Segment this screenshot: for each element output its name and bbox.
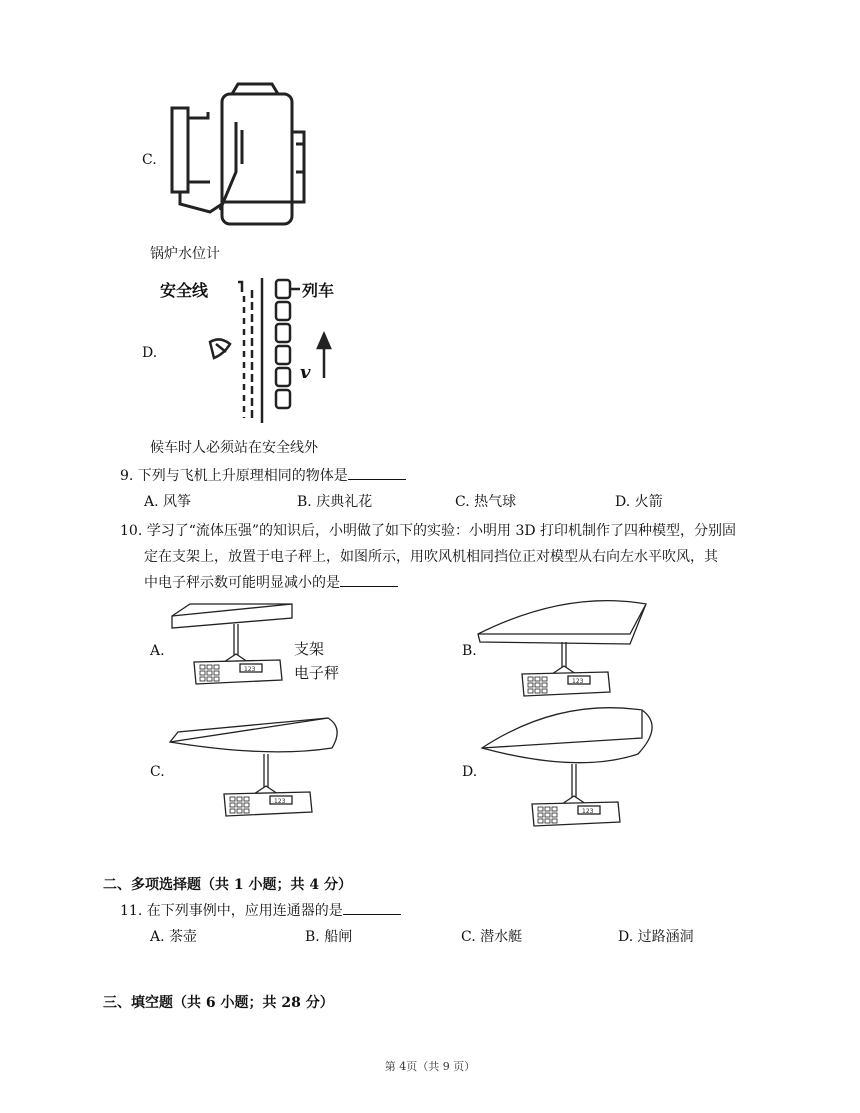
q9-option-d: D. 火箭 [615,494,663,510]
stand-label: 支架 [294,640,325,658]
figure-a-letter: A. [150,643,165,659]
figure-d-letter: D. [462,764,478,780]
boiler-water-gauge-figure [160,82,310,232]
q11-stem-text: 11. 在下列事例中，应用连通器的是 [120,903,343,919]
page-footer: 第 4页（共 9 页） [384,1060,476,1073]
q10-line1: 10. 学习了“流体压强”的知识后，小明做了如下的实验：小明用 3D 打印机制作了四种模型，分别固 [120,523,737,539]
section3-title: 三、填空题（共 6 小题；共 28 分） [103,995,334,1011]
q9-option-a: A. 风筝 [144,494,192,510]
q10-line3-text: 中电子秤示数可能明显减小的是 [144,575,340,591]
option-c-letter: C. [142,152,157,168]
q9-option-c: C. 热气球 [455,494,517,510]
q10-line3 [144,570,398,596]
figure-a-display: 123 [244,666,256,673]
answer-blank[interactable] [348,465,406,480]
section2-title: 二、多项选择题（共 1 小题；共 4 分） [103,877,352,893]
figure-c-display: 123 [274,798,286,805]
safety-line-label: 安全线 [160,281,209,300]
velocity-label: v [300,362,311,383]
q11-option-d: D. 过路涵洞 [618,929,694,945]
figure-c-letter: C. [150,764,165,780]
figure-a-flat-model [168,604,298,688]
answer-blank[interactable] [343,900,401,915]
option-d-caption: 候车时人必须站在安全线外 [150,440,318,456]
q11-option-a: A. 茶壶 [150,929,198,945]
figure-d-display: 123 [582,808,594,815]
safety-line-figure [200,278,340,428]
q9-option-b: B. 庆典礼花 [297,494,373,510]
q11-option-c: C. 潜水艇 [461,929,523,945]
train-label: 列车 [302,281,335,300]
figure-c-inverted-wing-model [168,712,348,820]
q11-stem [120,898,401,924]
q11-option-b: B. 船闸 [305,929,353,945]
scale-label: 电子秤 [294,664,340,682]
q10-line2: 定在支架上，放置于电子秤上，如图所示，用吹风机相同挡位正对模型从右向左水平吹风，其 [144,549,718,565]
answer-blank[interactable] [340,572,398,587]
q9-stem [120,463,406,489]
option-c-caption: 锅炉水位计 [150,246,220,262]
figure-d-symmetric-wing-model [478,704,668,830]
figure-b-wing-model [476,596,666,700]
q9-stem-text: 9. 下列与飞机上升原理相同的物体是 [120,468,348,484]
figure-b-display: 123 [572,678,584,685]
option-d-letter: D. [142,345,158,361]
figure-b-letter: B. [462,643,477,659]
